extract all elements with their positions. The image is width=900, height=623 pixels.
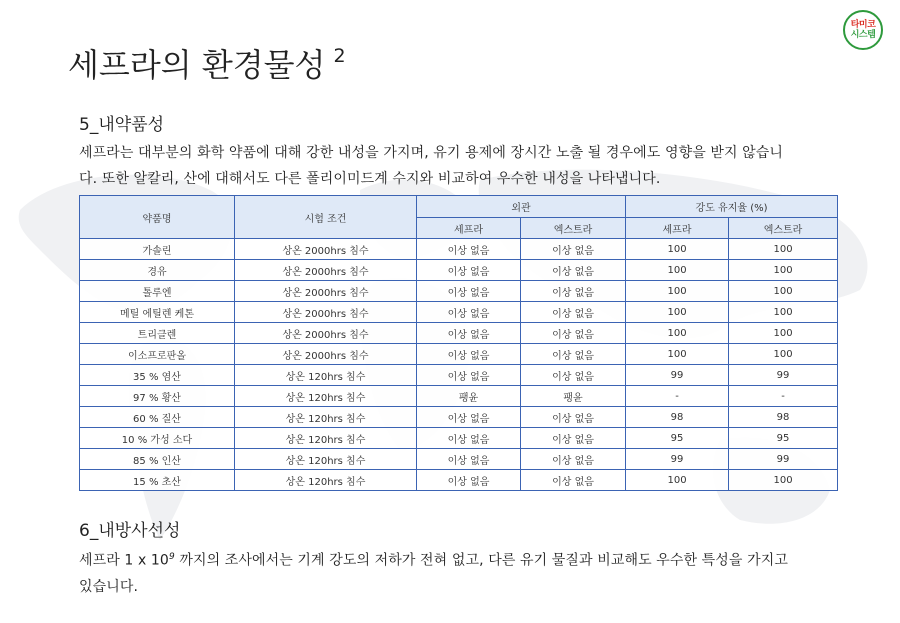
cell-test-condition: 상온 120hrs 침수 — [235, 386, 417, 407]
section-heading-radiation-resistance: 6_내방사선성 — [79, 521, 181, 541]
cell-strength-extra: 95 — [729, 428, 838, 449]
cell-appearance-extra: 이상 없음 — [521, 365, 626, 386]
table-row — [80, 323, 838, 344]
cell-appearance-extra: 이상 없음 — [521, 449, 626, 470]
cell-strength-extra: 100 — [729, 302, 838, 323]
cell-appearance-extra: 이상 없음 — [521, 281, 626, 302]
cell-strength-extra: 100 — [729, 281, 838, 302]
cell-appearance-extra: 이상 없음 — [521, 470, 626, 491]
table-row — [80, 428, 838, 449]
cell-strength-sepla: 99 — [626, 449, 729, 470]
cell-strength-extra: 100 — [729, 323, 838, 344]
cell-strength-sepla: - — [626, 386, 729, 407]
radiation-line-1-end: 까지의 조사에서는 기계 강도의 저하가 전혀 없고, 다른 유기 물질과 비교해도 우수한 특성을 가지고 — [174, 552, 788, 569]
table-row — [80, 281, 838, 302]
cell-strength-sepla: 100 — [626, 260, 729, 281]
cell-strength-extra: 100 — [729, 470, 838, 491]
cell-test-condition: 상온 2000hrs 침수 — [235, 260, 417, 281]
table-header-row — [80, 196, 838, 218]
cell-chemical: 60 % 질산 — [80, 407, 235, 428]
cell-appearance-sepla: 이상 없음 — [417, 323, 521, 344]
cell-strength-extra: 100 — [729, 260, 838, 281]
section-heading-chemical-resistance: 5_내약품성 — [79, 115, 165, 135]
cell-strength-extra: 99 — [729, 365, 838, 386]
description-line-1: 세프라는 대부분의 화학 약품에 대해 강한 내성을 가지며, 유기 용제에 장시간 노출 될 경우에도 영향을 받지 않습니 — [79, 145, 784, 161]
cell-appearance-sepla: 이상 없음 — [417, 260, 521, 281]
cell-strength-sepla: 100 — [626, 344, 729, 365]
cell-chemical: 10 % 가성 소다 — [80, 428, 235, 449]
cell-strength-sepla: 100 — [626, 281, 729, 302]
page-title — [68, 40, 346, 86]
cell-strength-sepla: 100 — [626, 239, 729, 260]
cell-strength-extra: 100 — [729, 344, 838, 365]
cell-appearance-extra: 이상 없음 — [521, 239, 626, 260]
cell-strength-extra: 98 — [729, 407, 838, 428]
cell-chemical: 이소프로판올 — [80, 344, 235, 365]
cell-appearance-extra: 이상 없음 — [521, 323, 626, 344]
logo-text-line1: 타미코 — [850, 20, 876, 30]
table-body — [80, 239, 838, 491]
cell-test-condition: 상온 2000hrs 침수 — [235, 281, 417, 302]
table-row — [80, 407, 838, 428]
header-chemical: 약품명 — [80, 196, 235, 239]
cell-appearance-sepla: 이상 없음 — [417, 428, 521, 449]
cell-strength-extra: - — [729, 386, 838, 407]
cell-appearance-extra: 이상 없음 — [521, 428, 626, 449]
cell-appearance-sepla: 이상 없음 — [417, 302, 521, 323]
chemical-resistance-table — [79, 195, 838, 491]
cell-appearance-extra: 이상 없음 — [521, 260, 626, 281]
description-line-2: 다. 또한 알칼리, 산에 대해서도 다른 폴리이미드계 수지와 비교하여 우수한 내성을 나타냅니다. — [79, 171, 661, 187]
cell-appearance-sepla: 팽윤 — [417, 386, 521, 407]
header-appearance: 외관 — [417, 196, 626, 218]
table-row — [80, 386, 838, 407]
radiation-line-2: 있습니다. — [79, 578, 139, 595]
cell-chemical: 97 % 황산 — [80, 386, 235, 407]
logo-text-line2: 시스템 — [850, 30, 876, 40]
radiation-resistance-description — [79, 544, 788, 600]
cell-appearance-extra: 이상 없음 — [521, 302, 626, 323]
company-logo — [843, 10, 883, 50]
cell-chemical: 35 % 염산 — [80, 365, 235, 386]
cell-appearance-extra: 이상 없음 — [521, 407, 626, 428]
header-test-condition: 시험 조건 — [235, 196, 417, 239]
chemical-resistance-description — [79, 140, 783, 192]
cell-appearance-extra: 팽윤 — [521, 386, 626, 407]
table-row — [80, 344, 838, 365]
cell-appearance-sepla: 이상 없음 — [417, 407, 521, 428]
cell-appearance-sepla: 이상 없음 — [417, 344, 521, 365]
cell-appearance-sepla: 이상 없음 — [417, 470, 521, 491]
cell-strength-sepla: 100 — [626, 302, 729, 323]
cell-strength-sepla: 100 — [626, 470, 729, 491]
cell-chemical: 85 % 인산 — [80, 449, 235, 470]
header-strength-retention: 강도 유지율 (%) — [626, 196, 838, 218]
cell-chemical: 메틸 에틸렌 케톤 — [80, 302, 235, 323]
cell-test-condition: 상온 2000hrs 침수 — [235, 239, 417, 260]
subheader-appearance-sepla: 세프라 — [417, 218, 521, 239]
cell-appearance-sepla: 이상 없음 — [417, 449, 521, 470]
cell-strength-sepla: 95 — [626, 428, 729, 449]
table-row — [80, 470, 838, 491]
cell-appearance-extra: 이상 없음 — [521, 344, 626, 365]
cell-chemical: 가솔린 — [80, 239, 235, 260]
cell-test-condition: 상온 2000hrs 침수 — [235, 323, 417, 344]
page-number: 2 — [333, 45, 346, 67]
cell-test-condition: 상온 2000hrs 침수 — [235, 344, 417, 365]
cell-strength-sepla: 98 — [626, 407, 729, 428]
radiation-exponent: 9 — [168, 552, 175, 562]
cell-chemical: 15 % 초산 — [80, 470, 235, 491]
cell-test-condition: 상온 120hrs 침수 — [235, 449, 417, 470]
cell-test-condition: 상온 120hrs 침수 — [235, 365, 417, 386]
cell-strength-extra: 100 — [729, 239, 838, 260]
table-row — [80, 449, 838, 470]
cell-strength-extra: 99 — [729, 449, 838, 470]
subheader-appearance-extra: 엑스트라 — [521, 218, 626, 239]
cell-chemical: 트리클렌 — [80, 323, 235, 344]
cell-test-condition: 상온 120hrs 침수 — [235, 470, 417, 491]
table-row — [80, 302, 838, 323]
cell-strength-sepla: 100 — [626, 323, 729, 344]
cell-appearance-sepla: 이상 없음 — [417, 281, 521, 302]
cell-chemical: 경유 — [80, 260, 235, 281]
table-row — [80, 365, 838, 386]
page-title-text: 세프라의 환경물성 — [68, 46, 326, 84]
cell-appearance-sepla: 이상 없음 — [417, 365, 521, 386]
subheader-strength-extra: 엑스트라 — [729, 218, 838, 239]
cell-strength-sepla: 99 — [626, 365, 729, 386]
radiation-line-1-start: 세프라 1 x 10 — [79, 552, 169, 569]
cell-test-condition: 상온 120hrs 침수 — [235, 428, 417, 449]
subheader-strength-sepla: 세프라 — [626, 218, 729, 239]
cell-test-condition: 상온 2000hrs 침수 — [235, 302, 417, 323]
table-row — [80, 260, 838, 281]
cell-chemical: 톨루엔 — [80, 281, 235, 302]
cell-test-condition: 상온 120hrs 침수 — [235, 407, 417, 428]
cell-appearance-sepla: 이상 없음 — [417, 239, 521, 260]
table-row — [80, 239, 838, 260]
